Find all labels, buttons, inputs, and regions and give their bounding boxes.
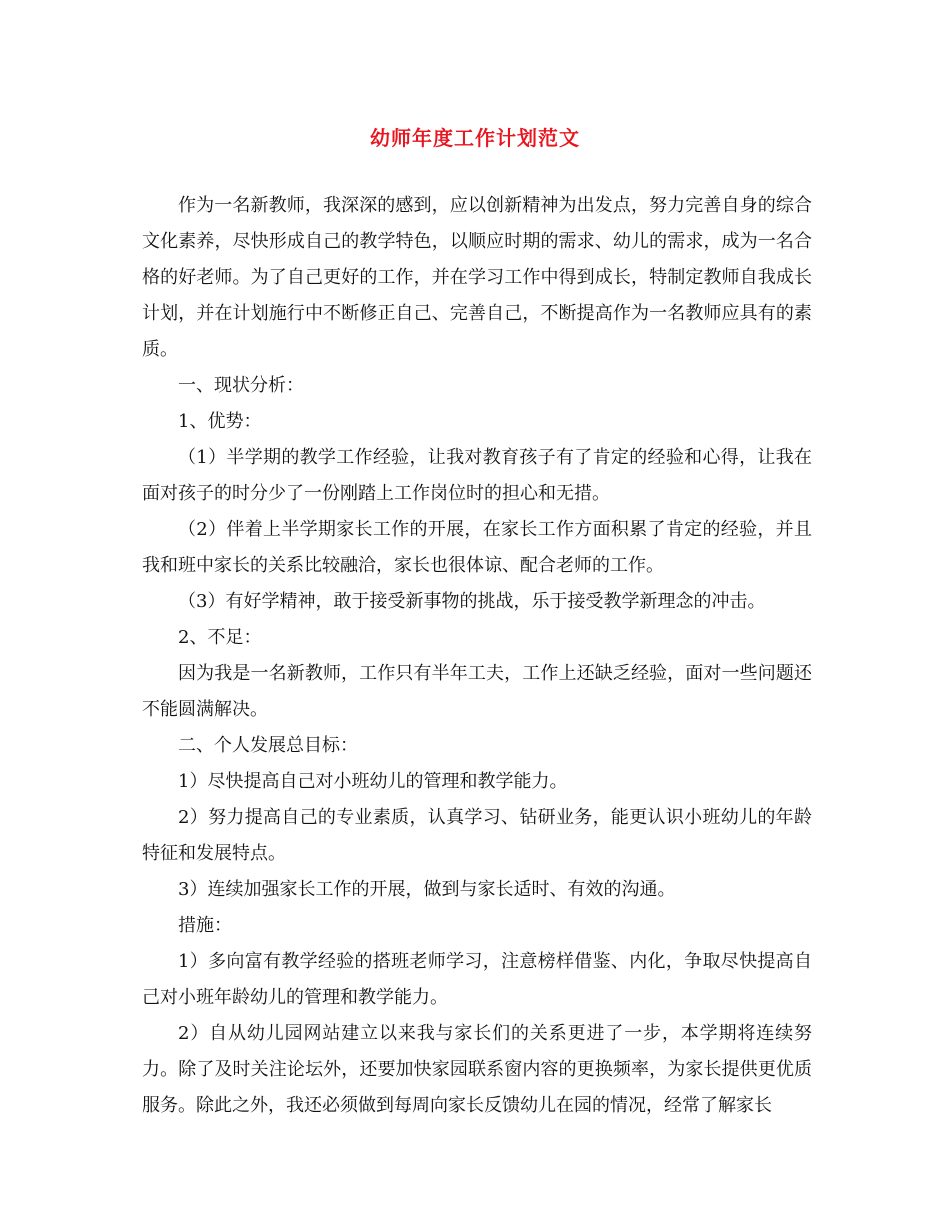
heading-status-analysis: 一、现状分析： bbox=[178, 375, 304, 396]
paragraph-strength-3: （3）有好学精神，敢于接受新事物的挑战，乐于接受教学新理念的冲击。 bbox=[178, 591, 766, 612]
paragraph-goal-2: 2）努力提高自己的专业素质，认真学习、钻研业务，能更认识小班幼儿的年龄特征和发展特点。 bbox=[142, 807, 812, 864]
paragraph-intro: 作为一名新教师，我深深的感到，应以创新精神为出发点，努力完善自身的综合文化素养，尽快形成自己的教学特色，以顺应时期的需求、幼儿的需求，成为一名合格的好老师。为了自己更好的工作，并在学习工作中得到成长，特制定教师自我成长计划，并在计划施行中不断修正自己、完善自己，不断提高作为一名教师应具有的素质。 bbox=[142, 195, 812, 360]
document-title: 幼师年度工作计划范文 bbox=[370, 126, 580, 150]
paragraph-strength-1: （1）半学期的教学工作经验，让我对教育孩子有了肯定的经验和心得，让我在面对孩子的时分少了一份刚踏上工作岗位时的担心和无措。 bbox=[142, 447, 812, 504]
heading-strengths: 1、优势： bbox=[178, 411, 262, 432]
heading-weaknesses: 2、不足： bbox=[178, 627, 262, 648]
paragraph-measure-1: 1）多向富有教学经验的搭班老师学习，注意榜样借鉴、内化，争取尽快提高自己对小班年龄幼儿的管理和教学能力。 bbox=[142, 951, 812, 1008]
paragraph-measure-2: 2）自从幼儿园网站建立以来我与家长们的关系更进了一步，本学期将连续努力。除了及时关注论坛外，还要加快家园联系窗内容的更换频率，为家长提供更优质服务。除此之外，我还必须做到每周向家长反馈幼儿在园的情况，经常了解家长 bbox=[142, 1023, 812, 1116]
paragraph-goal-1: 1）尽快提高自己对小班幼儿的管理和教学能力。 bbox=[178, 771, 568, 792]
paragraph-goal-3: 3）连续加强家长工作的开展，做到与家长适时、有效的沟通。 bbox=[178, 879, 676, 900]
heading-goals: 二、个人发展总目标： bbox=[178, 735, 358, 756]
paragraph-strength-2: （2）伴着上半学期家长工作的开展，在家长工作方面积累了肯定的经验，并且我和班中家长的关系比较融洽，家长也很体谅、配合老师的工作。 bbox=[142, 519, 812, 576]
heading-measures: 措施： bbox=[178, 915, 232, 936]
paragraph-weakness: 因为我是一名新教师，工作只有半年工夫，工作上还缺乏经验，面对一些问题还不能圆满解决。 bbox=[142, 663, 812, 720]
document-body bbox=[142, 188, 812, 1124]
